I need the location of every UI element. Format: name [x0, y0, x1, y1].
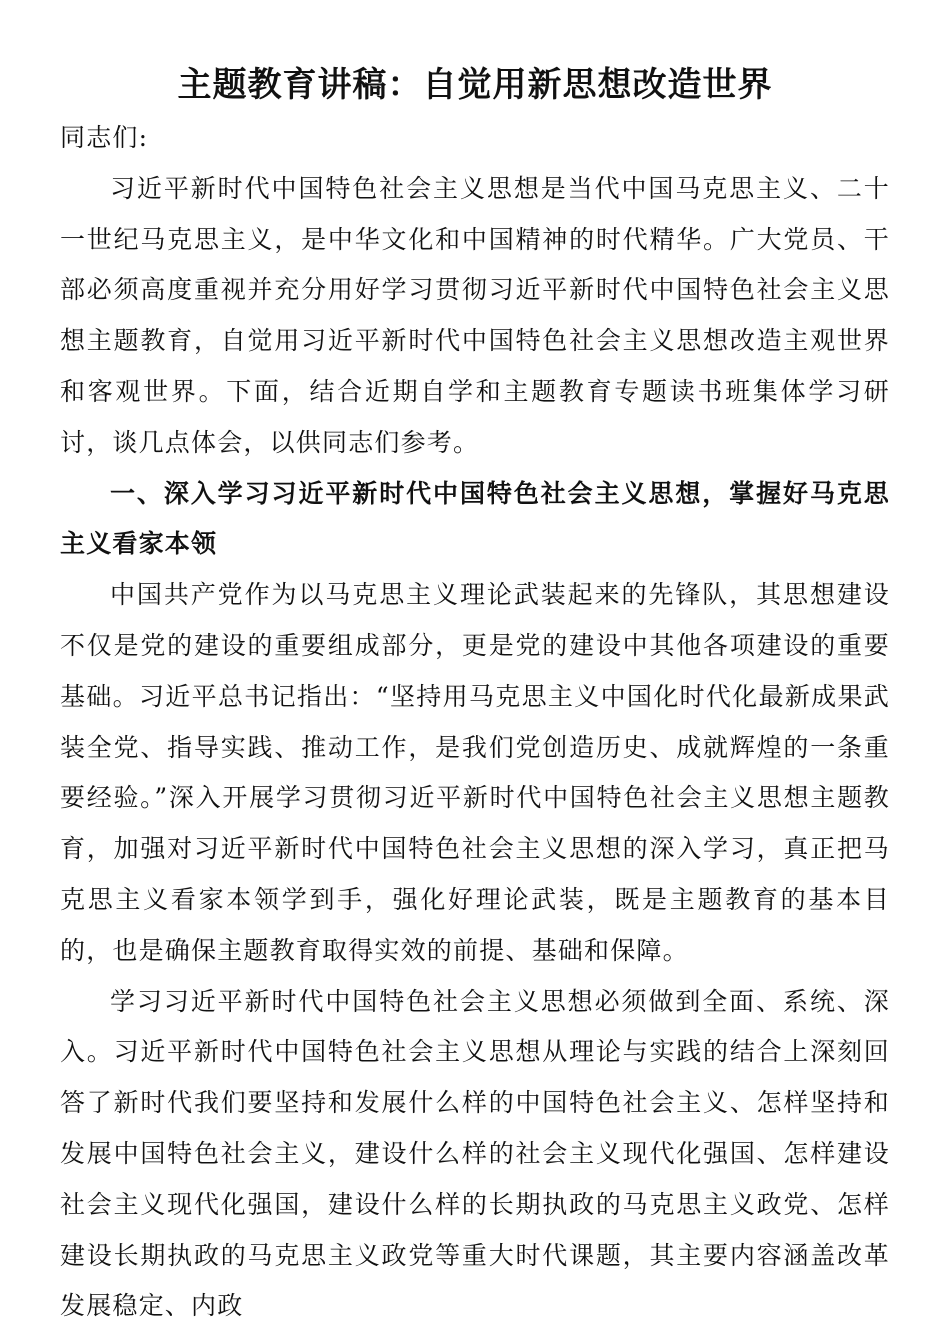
section-1-paragraph-2: 学习习近平新时代中国特色社会主义思想必须做到全面、系统、深入。习近平新时代中国特色社会主义思想从理论与实践的结合上深刻回答了新时代我们要坚持和发展什么样的中国特色社会主义、怎样坚持和发展中国特色社会主义，建设什么样的社会主义现代化强国、怎样建设社会主义现代化强国，建设什么样的长期执政的马克思主义政党、怎样建设长期执政的马克思主义政党等重大时代课题，其主要内容涵盖改革发展稳定、内政 [60, 986, 890, 1321]
section-1-paragraph-1: 中国共产党作为以马克思主义理论武装起来的先锋队，其思想建设不仅是党的建设的重要组成部分，更是党的建设中其他各项建设的重要基础。习近平总书记指出：“坚持用马克思主义中国化时代化最新成果武装全党、指导实践、推动工作，是我们党创造历史、成就辉煌的一条重要经验。”深入开展学习贯彻习近平新时代中国特色社会主义思想主题教育，加强对习近平新时代中国特色社会主义思想的深入学习，真正把马克思主义看家本领学到手，强化好理论武装，既是主题教育的基本目的，也是确保主题教育取得实效的前提、基础和保障。 [60, 580, 890, 965]
section-1-heading: 一、深入学习习近平新时代中国特色社会主义思想，掌握好马克思主义看家本领 [60, 478, 890, 559]
salutation: 同志们: [60, 123, 149, 152]
document-body [60, 113, 890, 1332]
intro-paragraph: 习近平新时代中国特色社会主义思想是当代中国马克思主义、二十一世纪马克思主义，是中华文化和中国精神的时代精华。广大党员、干部必须高度重视并充分用好学习贯彻习近平新时代中国特色社会主义思想主题教育，自觉用习近平新时代中国特色社会主义思想改造主观世界和客观世界。下面，结合近期自学和主题教育专题读书班集体学习研讨，谈几点体会，以供同志们参考。 [60, 173, 890, 457]
document-title: 主题教育讲稿：自觉用新思想改造世界 [177, 65, 773, 105]
